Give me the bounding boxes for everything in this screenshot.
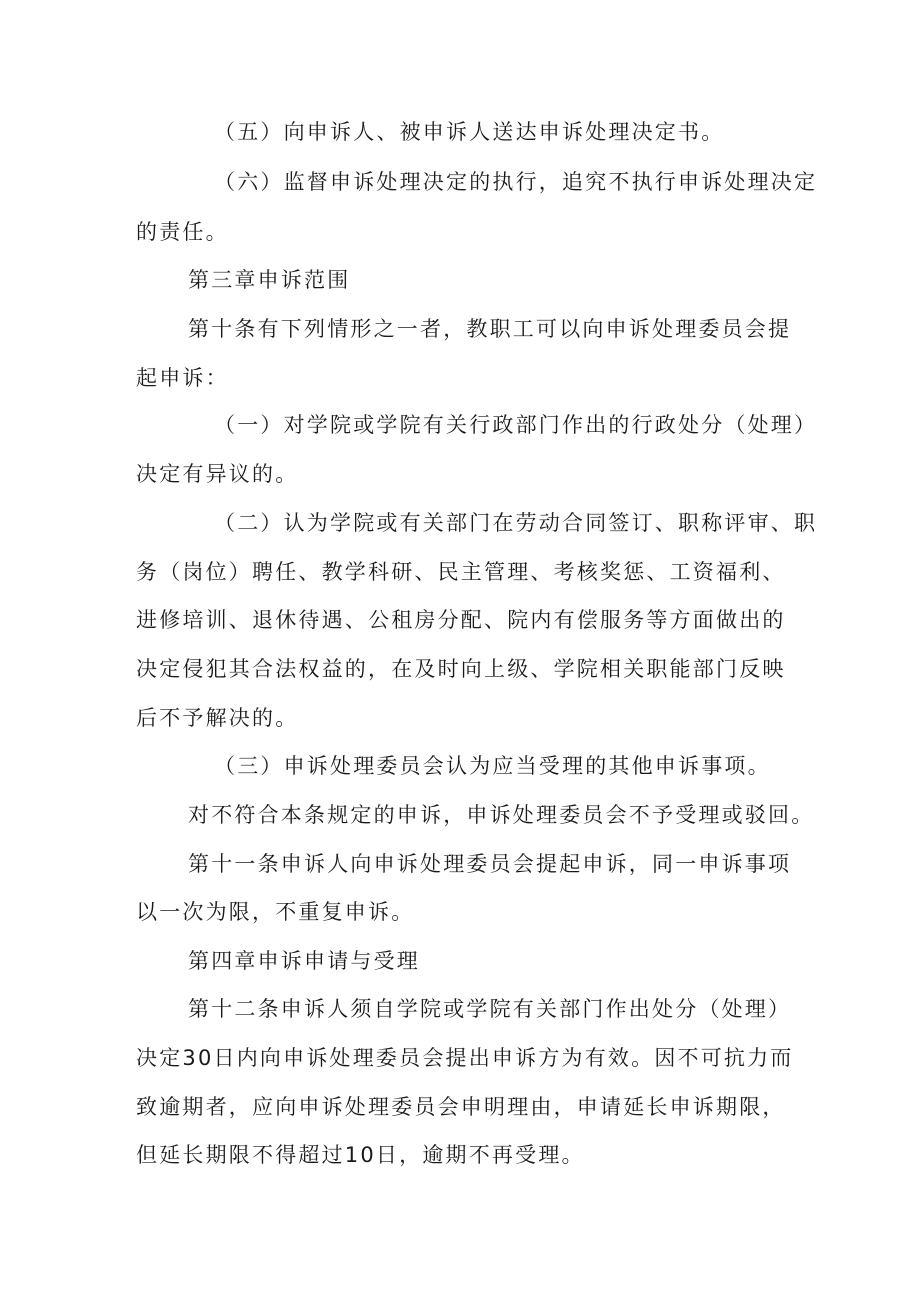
item-2-line-4: 决定侵犯其合法权益的，在及时向上级、学院相关职能部门反映 [136, 657, 786, 681]
item-2-line-1: （二）认为学院或有关部门在劳动合同签订、职称评审、职 [214, 511, 818, 535]
item-3-line: （三）申诉处理委员会认为应当受理的其他申诉事项。 [214, 754, 771, 778]
chapter-3-heading: 第三章申诉范围 [188, 268, 351, 292]
item-1-line-2: 决定有异议的。 [136, 462, 299, 486]
article-11-line-1: 第十一条申诉人向申诉处理委员会提起申诉，同一申诉事项 [188, 852, 792, 876]
clause-6-line-1: （六）监督申诉处理决定的执行，追究不执行申诉处理决定 [214, 170, 818, 194]
item-2-line-2: 务（岗位）聘任、教学科研、民主管理、考核奖惩、工资福利、 [136, 560, 786, 584]
item-1-line-1: （一）对学院或学院有关行政部门作出的行政处分（处理） [214, 413, 818, 437]
item-2-line-5: 后不予解决的。 [136, 706, 299, 730]
article-12-line-4: 但延长期限不得超过10日，逾期不再受理。 [136, 1143, 585, 1167]
clause-5-line: （五）向申诉人、被申诉人送达申诉处理决定书。 [214, 120, 725, 144]
article-10-line-1: 第十条有下列情形之一者，教职工可以向申诉处理委员会提 [188, 317, 792, 341]
article-11-line-2: 以一次为限，不重复申诉。 [136, 900, 415, 924]
article-12-line-2: 决定30日内向申诉处理委员会提出申诉方为有效。因不可抗力而 [136, 1046, 794, 1070]
non-compliant-line: 对不符合本条规定的申诉，申诉处理委员会不予受理或驳回。 [188, 803, 815, 827]
item-2-line-3: 进修培训、退休待遇、公租房分配、院内有偿服务等方面做出的 [136, 608, 786, 632]
chapter-4-heading: 第四章申诉申请与受理 [188, 949, 420, 973]
article-12-line-1: 第十二条申诉人须自学院或学院有关部门作出处分（处理） [188, 997, 792, 1021]
article-10-line-2: 起申诉： [136, 366, 229, 390]
article-12-line-3: 致逾期者，应向申诉处理委员会申明理由，申请延长申诉期限， [136, 1095, 786, 1119]
clause-6-line-2: 的责任。 [136, 220, 229, 244]
